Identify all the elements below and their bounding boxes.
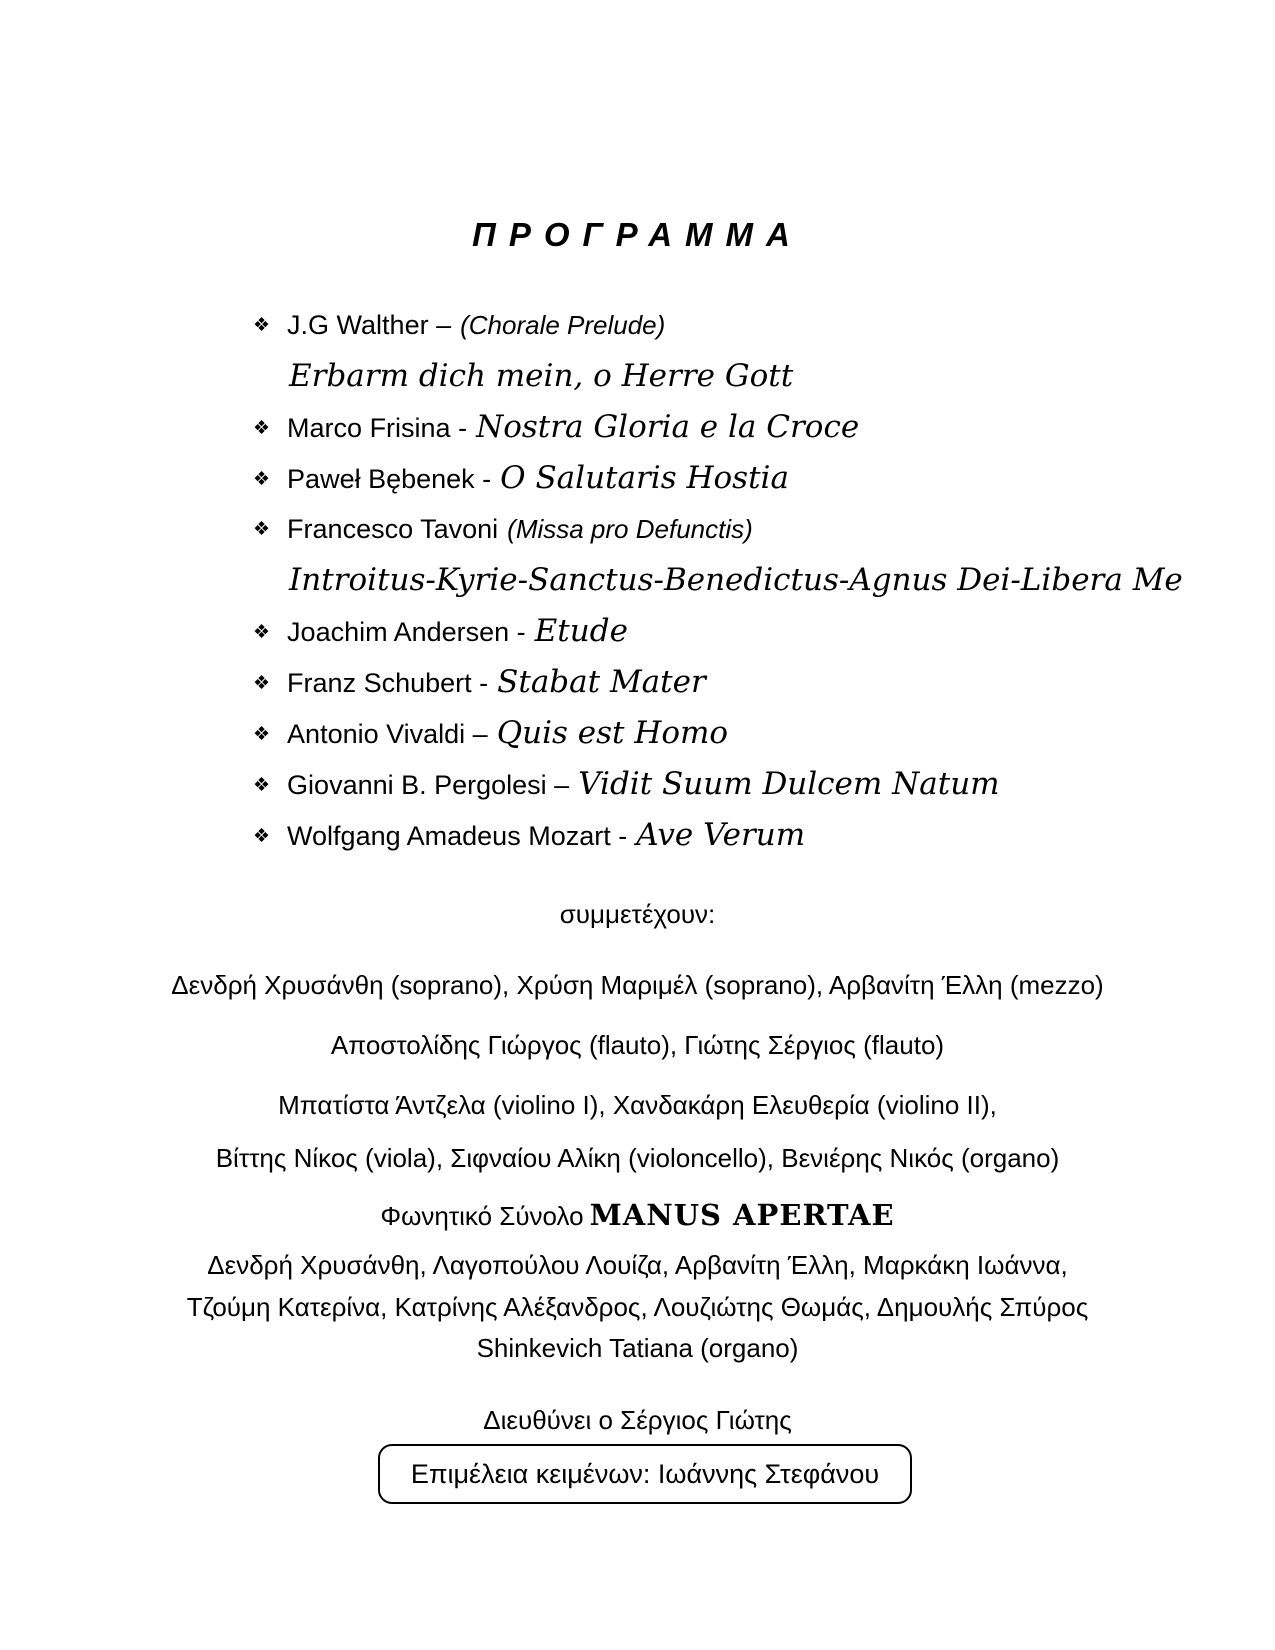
participants-line-strings-organ: Βίττης Νίκος (viola), Σιφναίου Αλίκη (violoncello), Βενιέρης Νικός (organo) — [215, 1143, 1060, 1173]
program-item — [253, 657, 1183, 708]
ensemble-line — [0, 1196, 1275, 1235]
credits-text: Επιμέλεια κειμένων: Ιωάννης Στεφάνου — [410, 1459, 880, 1489]
bullet-icon: ❖ — [253, 315, 271, 336]
ensemble-name: MANUS APERTAE — [589, 1198, 895, 1232]
program-item — [253, 759, 1183, 810]
bullet-icon: ❖ — [253, 418, 271, 439]
program-item — [253, 504, 1183, 555]
composer-name: Wolfgang Amadeus Mozart - — [287, 821, 628, 851]
program-item — [253, 453, 1183, 504]
composer-name: Paweł Bębenek - — [287, 464, 492, 494]
bullet-icon: ❖ — [253, 622, 271, 643]
work-title: Stabat Mater — [497, 664, 706, 700]
choir-members-line: Τζούμη Κατερίνα, Κατρίνης Αλέξανδρος, Λουζιώτης Θωμάς, Δημουλής Σπύρος — [186, 1292, 1089, 1322]
composer-name: Marco Frisina - — [287, 413, 468, 443]
participants-line-flutes: Αποστολίδης Γιώργος (flauto), Γιώτης Σέργιος (flauto) — [330, 1030, 945, 1060]
program-item — [253, 708, 1183, 759]
participants-line-sopranos: Δενδρή Χρυσάνθη (soprano), Χρύση Μαριμέλ (soprano), Αρβανίτη Έλλη (mezzo) — [171, 970, 1104, 1000]
page-title: ΠΡΟΓΡΑΜΜΑ — [472, 216, 803, 253]
work-title: Nostra Gloria e la Croce — [476, 409, 860, 445]
conductor-line: Διευθύνει ο Σέργιος Γιώτης — [483, 1405, 792, 1435]
choir-members-line: Δενδρή Χρυσάνθη, Λαγοπούλου Λουίζα, Αρβανίτη Έλλη, Μαρκάκη Ιωάννα, — [207, 1250, 1068, 1280]
work-continuation: Erbarm dich mein, o Herre Gott — [289, 358, 794, 394]
bullet-icon: ❖ — [253, 724, 271, 745]
composer-name: Joachim Andersen - — [287, 617, 526, 647]
work-title: Etude — [534, 613, 628, 649]
work-title: Vidit Suum Dulcem Natum — [578, 766, 1000, 802]
work-continuation: Introitus-Kyrie-Sanctus-Benedictus-Agnus Dei-Libera Me — [289, 562, 1183, 598]
work-title: Ave Verum — [636, 817, 806, 853]
program-item-continuation — [253, 555, 1183, 606]
composer-name: Giovanni B. Pergolesi – — [287, 770, 570, 800]
bullet-icon: ❖ — [253, 469, 271, 490]
participants-heading: συμμετέχουν: — [559, 899, 716, 929]
composer-name: Franz Schubert - — [287, 668, 489, 698]
program-item — [253, 402, 1183, 453]
bullet-icon: ❖ — [253, 826, 271, 847]
participants-line-violins: Μπατίστα Άντζελα (violino I), Χανδακάρη Ελευθερία (violino II), — [278, 1090, 997, 1120]
work-title: Quis est Homo — [496, 715, 729, 751]
program-item — [253, 300, 1183, 351]
program-list — [253, 300, 1183, 861]
bullet-icon: ❖ — [253, 775, 271, 796]
composer-name: J.G Walther – — [287, 310, 452, 340]
program-item — [253, 810, 1183, 861]
ensemble-prefix: Φωνητικό Σύνολο — [380, 1201, 584, 1231]
work-title: O Salutaris Hostia — [500, 460, 789, 496]
program-item-continuation — [253, 351, 1183, 402]
composer-name: Francesco Tavoni — [287, 514, 499, 544]
program-item — [253, 606, 1183, 657]
work-note: (Missa pro Defunctis) — [507, 514, 753, 544]
work-note: (Chorale Prelude) — [460, 310, 666, 340]
bullet-icon: ❖ — [253, 519, 271, 540]
composer-name: Antonio Vivaldi – — [287, 719, 488, 749]
choir-members-line: Shinkevich Tatiana (organo) — [476, 1333, 799, 1363]
bullet-icon: ❖ — [253, 673, 271, 694]
credits-box — [378, 1444, 912, 1504]
